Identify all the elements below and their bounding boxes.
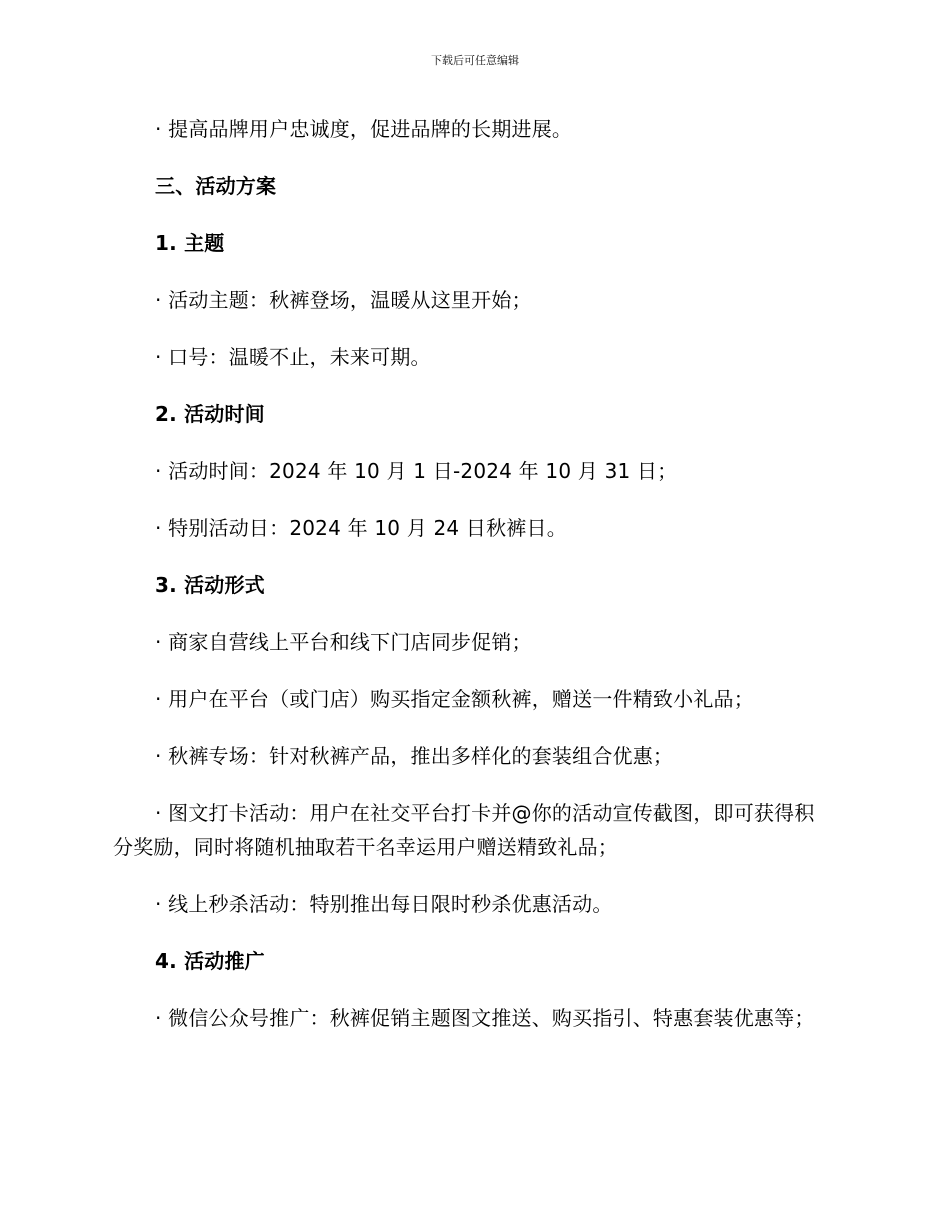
subheading-theme: 1. 主题 [155, 231, 225, 255]
bullet-special-day: · 特别活动日：2024 年 10 月 24 日秋裤日。 [155, 516, 567, 540]
bullet-special-session: · 秋裤专场：针对秋裤产品，推出多样化的套装组合优惠； [155, 744, 674, 768]
bullet-flash-sale: · 线上秒杀活动：特别推出每日限时秒杀优惠活动。 [155, 892, 613, 916]
bullet-brand-loyalty: · 提高品牌用户忠诚度，促进品牌的长期进展。 [155, 117, 573, 141]
document-body [113, 112, 823, 1035]
bullet-activity-dates: · 活动时间：2024 年 10 月 1 日-2024 年 10 月 31 日； [155, 459, 678, 483]
subheading-activity-time: 2. 活动时间 [155, 402, 265, 426]
bullet-checkin-activity: · 图文打卡活动：用户在社交平台打卡并@你的活动宣传截图，即可获得积分奖励，同时将随机抽取若干名幸运用户赠送精致礼品； [113, 801, 815, 859]
bullet-wechat-promotion: · 微信公众号推广：秋裤促销主题图文推送、购买指引、特惠套装优惠等； [155, 1006, 815, 1030]
bullet-slogan: · 口号：温暖不止，未来可期。 [155, 345, 431, 369]
section-heading-activity-plan: 三、活动方案 [155, 174, 277, 198]
bullet-gift-purchase: · 用户在平台（或门店）购买指定金额秋裤，赠送一件精致小礼品； [155, 687, 754, 711]
bullet-activity-theme: · 活动主题：秋裤登场，温暖从这里开始； [155, 288, 532, 312]
bullet-online-offline: · 商家自营线上平台和线下门店同步促销； [155, 630, 532, 654]
subheading-activity-format: 3. 活动形式 [155, 573, 265, 597]
subheading-promotion: 4. 活动推广 [155, 949, 265, 973]
page-header: 下载后可任意编辑 [431, 54, 519, 67]
